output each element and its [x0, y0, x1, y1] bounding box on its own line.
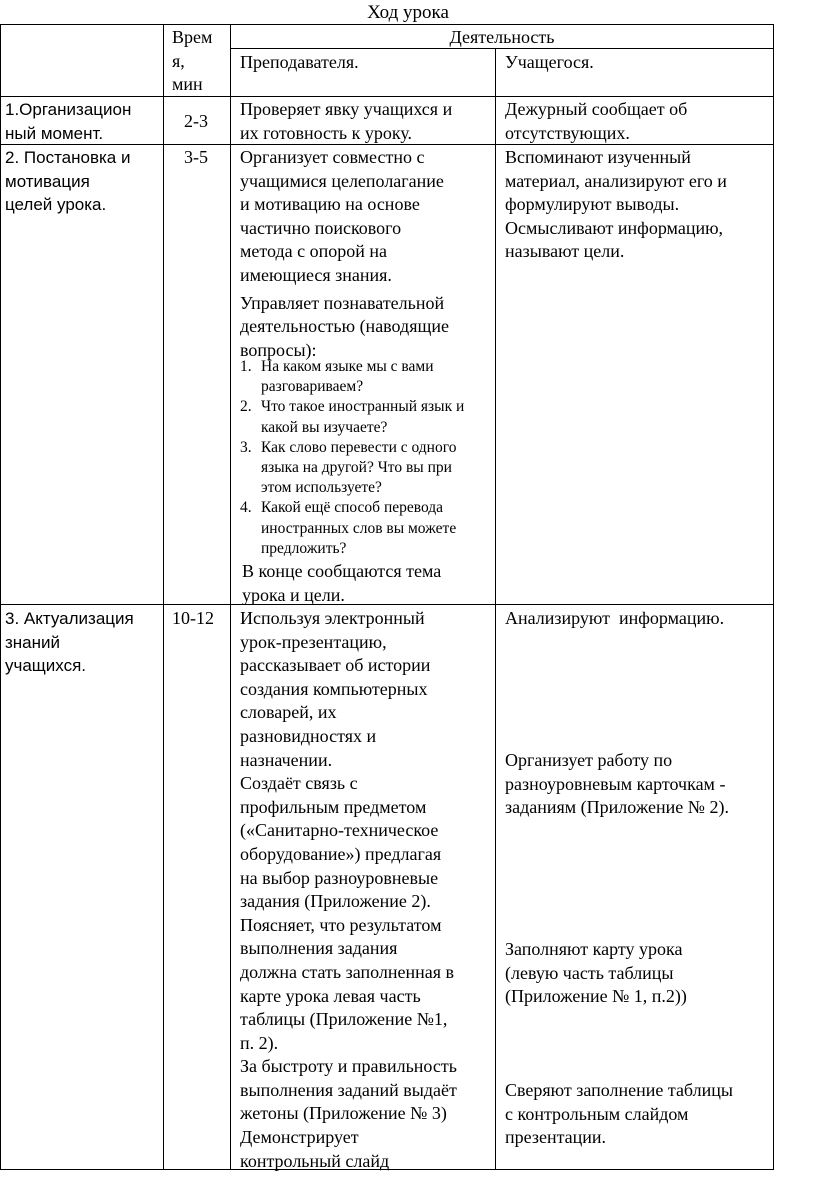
- teacher-line: оборудование») предлагая: [240, 843, 442, 864]
- teacher-line: метода с опорой на: [240, 241, 388, 262]
- teacher-line: создания компьютерных: [240, 678, 428, 699]
- student-line: называют цели.: [505, 241, 625, 262]
- stage-line: учащихся.: [5, 656, 87, 676]
- teacher-line: Создаёт связь с: [240, 773, 358, 794]
- list-item: [240, 438, 464, 499]
- stage-line: мотивация: [5, 171, 90, 191]
- list-marker: 3.: [240, 438, 252, 456]
- teacher-line: Поясняет, что результатом: [240, 914, 442, 935]
- teacher-line: таблицы (Приложение №1,: [240, 1009, 448, 1030]
- question-line: иностранных слов вы можете: [261, 519, 457, 537]
- teacher-line: п. 2).: [240, 1032, 279, 1053]
- teacher-line: вопросы):: [240, 339, 317, 360]
- header-time-line: Врем: [172, 27, 213, 47]
- col-divider-time: [163, 24, 164, 1170]
- row2-student: [505, 146, 727, 264]
- teacher-line: За быстроту и правильность: [240, 1056, 457, 1077]
- page-title: Ход урока: [367, 2, 449, 23]
- header-student: Учащегося.: [505, 52, 594, 72]
- col-divider-student: [495, 48, 496, 1170]
- teacher-line: Управляет познавательной: [240, 292, 445, 313]
- teacher-line: Используя электронный: [240, 608, 425, 628]
- row1-student: [505, 98, 687, 145]
- student-line: заданиям (Приложение № 2).: [505, 797, 729, 818]
- student-line: формулируют выводы.: [505, 194, 680, 215]
- list-item: [240, 397, 464, 437]
- row2-teacher-intro: [240, 146, 449, 362]
- teacher-line: урока и цели.: [242, 584, 345, 605]
- teacher-line: имеющиеся знания.: [240, 264, 392, 285]
- student-line: (левую часть таблицы: [505, 962, 674, 983]
- student-line: отсутствующих.: [505, 122, 630, 143]
- student-line: презентации.: [505, 1127, 607, 1148]
- teacher-line: карте урока левая часть: [240, 985, 421, 1006]
- teacher-line: назначении.: [240, 749, 333, 770]
- student-line: Организует работу по: [505, 750, 673, 770]
- header-time-line: мин: [172, 74, 203, 95]
- teacher-line: должна стать заполненная в: [240, 961, 455, 982]
- header-activity: [230, 26, 774, 50]
- row-divider-1: [0, 96, 774, 97]
- question-line: разговариваем?: [261, 378, 364, 396]
- question-line: языка на другой? Что вы при: [261, 459, 452, 477]
- table-border-top: [0, 24, 774, 25]
- header-teacher: Преподавателя.: [240, 52, 359, 72]
- student-line: (Приложение № 1, п.2)): [505, 986, 687, 1007]
- question-line: Какой ещё способ перевода: [261, 499, 444, 517]
- stage-line: знаний: [5, 632, 61, 652]
- row3-student-map: [505, 938, 687, 1009]
- stage-line: целей урока.: [5, 195, 107, 215]
- teacher-line: Проверяет явку учащихся и: [240, 99, 453, 119]
- teacher-line: их готовность к уроку.: [240, 122, 413, 143]
- student-line: Дежурный сообщает об: [505, 99, 688, 119]
- header-time-line: я,: [172, 50, 185, 71]
- list-item: [240, 498, 464, 559]
- question-line: предложить?: [261, 539, 347, 557]
- row3-student-cards: [505, 749, 729, 820]
- teacher-line: рассказывает об истории: [240, 655, 431, 676]
- teacher-line: частично поискового: [240, 217, 402, 238]
- teacher-line: на выбор разноуровневые: [240, 867, 439, 888]
- student-line: с контрольным слайдом: [505, 1103, 689, 1124]
- question-line: Что такое иностранный язык и: [261, 398, 465, 416]
- teacher-line: («Санитарно-техническое: [240, 820, 439, 841]
- row2-teacher-closing: [242, 560, 441, 607]
- teacher-line: учащимися целеполагание: [240, 170, 444, 191]
- teacher-line: задания (Приложение 2).: [240, 891, 431, 912]
- table-border-left: [0, 24, 1, 1170]
- table-border-right: [773, 24, 774, 1170]
- row3-teacher: [240, 607, 457, 1173]
- row1-stage: [5, 98, 131, 145]
- list-marker: 2.: [240, 398, 252, 416]
- stage-line: 3. Актуализация: [5, 609, 134, 628]
- teacher-line: Организует совместно с: [240, 147, 425, 167]
- col-divider-teacher: [230, 24, 231, 1170]
- stage-line: ный момент.: [5, 123, 104, 143]
- student-line: Анализируют информацию.: [505, 608, 725, 628]
- row3-student-analyze: [505, 607, 724, 631]
- teacher-line: В конце сообщаются тема: [242, 561, 442, 581]
- guiding-questions-list: [240, 357, 464, 559]
- row2-stage: [5, 146, 130, 217]
- student-line: Осмысливают информацию,: [505, 217, 724, 238]
- teacher-line: контрольный слайд: [240, 1150, 390, 1171]
- teacher-line: жетоны (Приложение № 3): [240, 1103, 447, 1124]
- teacher-line: разновидностях и: [240, 725, 377, 746]
- teacher-line: выполнения задания: [240, 938, 398, 959]
- teacher-line: словарей, их: [240, 702, 337, 723]
- row1-time: 2-3: [184, 111, 208, 131]
- teacher-line: профильным предметом: [240, 796, 427, 817]
- student-line: Вспоминают изученный: [505, 147, 691, 167]
- list-marker: 4.: [240, 499, 252, 517]
- row3-time: 10-12: [172, 608, 214, 628]
- student-line: материал, анализируют его и: [505, 170, 727, 191]
- question-line: какой вы изучаете?: [261, 418, 388, 436]
- stage-line: 2. Постановка и: [5, 148, 131, 167]
- header-time: [172, 26, 212, 97]
- row1-teacher: [240, 98, 452, 145]
- teacher-line: выполнения заданий выдаёт: [240, 1079, 457, 1100]
- question-line: Как слово перевести с одного: [261, 438, 457, 456]
- student-line: Заполняют карту урока: [505, 939, 683, 959]
- stage-line: 1.Организацион: [5, 100, 132, 119]
- question-line: На каком языке мы с вами: [261, 358, 434, 375]
- teacher-line: Демонстрирует: [240, 1127, 359, 1148]
- question-line: этом используете?: [261, 479, 382, 497]
- header-activity-text: Деятельность: [449, 27, 555, 47]
- list-marker: 1.: [240, 358, 252, 375]
- row2-time: 3-5: [184, 147, 208, 167]
- teacher-line: урок-презентацию,: [240, 631, 387, 652]
- list-item: [240, 357, 464, 397]
- student-line: Сверяют заполнение таблицы: [505, 1080, 733, 1100]
- teacher-line: деятельностью (наводящие: [240, 316, 449, 337]
- row3-stage: [5, 607, 134, 678]
- student-line: разноуровневым карточкам -: [505, 773, 726, 794]
- row3-student-verify: [505, 1079, 733, 1150]
- teacher-line: и мотивацию на основе: [240, 194, 420, 215]
